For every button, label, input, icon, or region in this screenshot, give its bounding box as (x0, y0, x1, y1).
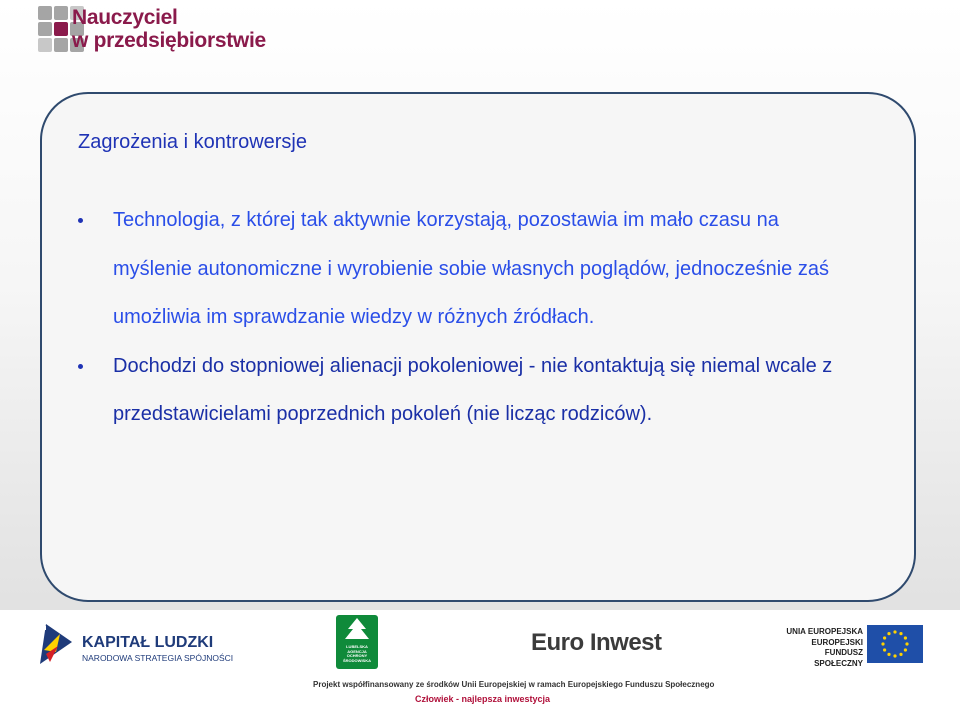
header-logo-text (72, 6, 266, 52)
bullet-dot-icon (78, 364, 83, 369)
eu-line-3: FUNDUSZ SPOŁECZNY (814, 648, 863, 668)
slide-title: Zagrożenia i kontrowersje (78, 131, 307, 153)
bullet-text: Technologia, z której tak aktywnie korzystają, pozostawia im mało czasu na myślenie autonomiczne i wyrobienie sobie własnych poglądów, jednocześnie zaś umożliwia im sprawdzanie wiedzy w różnych źródłach. (113, 209, 829, 328)
eu-text (781, 627, 863, 669)
project-funding-note: Projekt współfinansowany ze środków Unii Europejskiej w ramach Europejskiego Funduszu Społecznego (313, 680, 715, 689)
eu-line-1: UNIA EUROPEJSKA (786, 627, 863, 636)
euro-invest-logo: Euro Inwest (531, 629, 662, 656)
logo-line-1: Nauczyciel (72, 6, 178, 29)
kapital-ludzki-title: KAPITAŁ LUDZKI (82, 634, 214, 651)
bullet-item (78, 196, 848, 342)
bullet-text: Dochodzi do stopniowej alienacji pokoleniowej - nie kontaktują się niemal wcale z przedstawicielami poprzednich pokoleń (nie licząc rodziców). (113, 354, 833, 425)
eu-line-2: EUROPEJSKI (811, 637, 863, 647)
bullet-item (78, 342, 848, 439)
kapital-ludzki-star-icon (36, 620, 74, 668)
eu-flag-icon (867, 625, 923, 663)
kapital-ludzki-subtitle: NARODOWA STRATEGIA SPÓJNOŚCI (82, 653, 234, 663)
logo-line-2: w przedsiębiorstwie (72, 29, 266, 52)
bullet-dot-icon (78, 218, 83, 223)
agency-logo-text: LUBELSKA AGENCJA OCHRONY ŚRODOWISKA (343, 644, 371, 663)
slogan: Człowiek - najlepsza inwestycja (415, 694, 551, 704)
leaf-icon (336, 615, 378, 645)
bullet-list (78, 196, 848, 439)
